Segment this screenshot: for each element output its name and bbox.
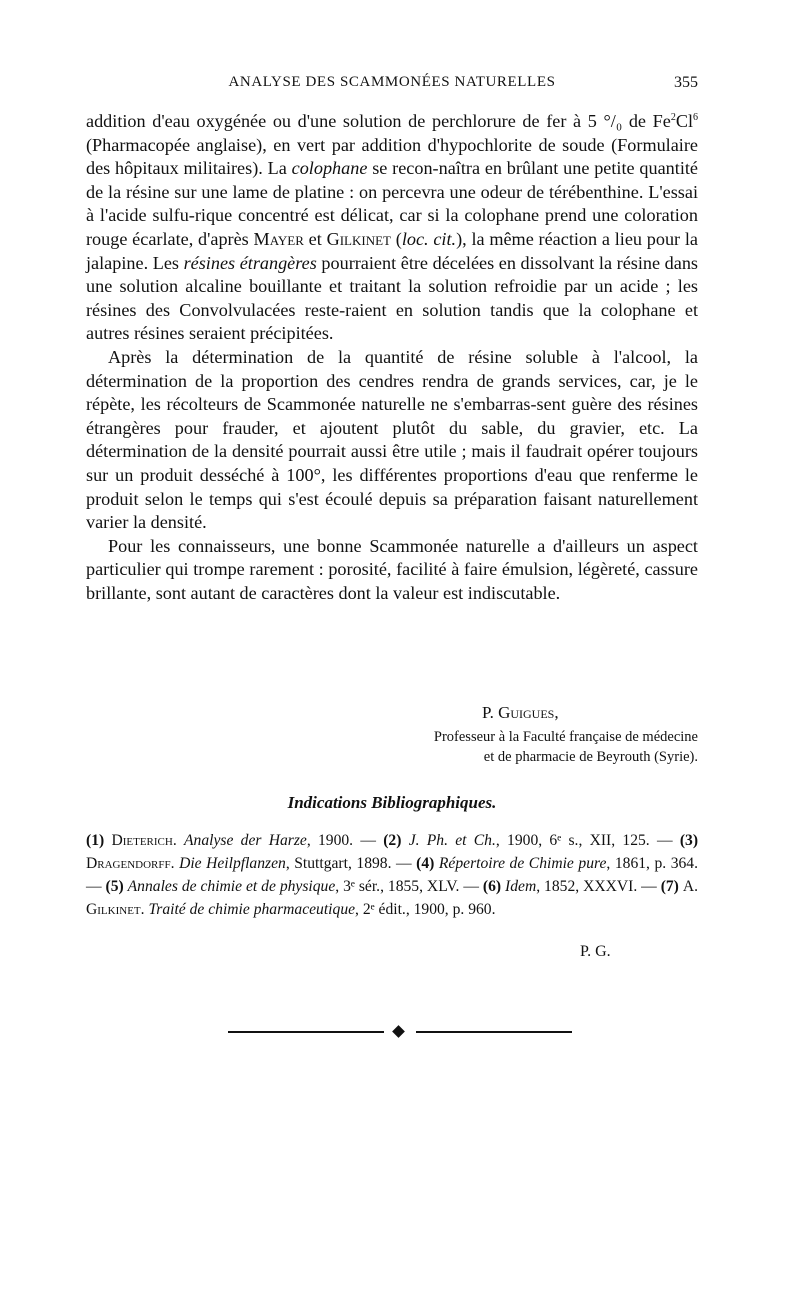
- separator-diamond-icon: [392, 1025, 405, 1038]
- ref-number: (6): [482, 878, 502, 895]
- text-run: et: [303, 228, 327, 249]
- affiliation-line: Professeur à la Faculté française de médecine: [433, 729, 698, 745]
- closing-initials: P. G.: [580, 943, 611, 960]
- text-run: (Pharmacopée anglaise), en vert par addition d'hypochlorite de soude (Formulaire des hôpitaux militaires). La: [86, 134, 698, 179]
- ref-author: Dragendorff.: [86, 855, 175, 872]
- signature-punct: ,: [554, 703, 559, 722]
- ref-number: (4): [416, 855, 435, 872]
- text-run: pourraient être décelées en dissolvant la résine dans une solution alcaline bouillante et traitant la solution refroidie par un acide ; les résines des Convolvulacées reste-raient en solution tandis que la colophane et autres résines seraient précipitées.: [86, 252, 698, 344]
- author-name: Mayer: [253, 228, 304, 249]
- bibliography-heading: Indications Bibliographiques.: [287, 793, 497, 812]
- signature-initial: P.: [482, 703, 499, 722]
- page-number: 355: [674, 74, 698, 91]
- author-name: Gilkinet: [326, 228, 391, 249]
- ref-number: (7): [660, 878, 679, 895]
- bibliography-ref: [106, 878, 483, 895]
- ref-number: (5): [105, 878, 124, 895]
- ref-author: A. Gilkinet.: [86, 878, 698, 918]
- text-run: ), la même réaction a lieu pour la jalapine. Les: [86, 228, 698, 273]
- ref-details: , 1900, 6ᵉ s., XII, 125. —: [495, 832, 680, 849]
- ref-title: Die Heilpflanzen: [179, 855, 286, 872]
- ref-details: , 3ᵉ sér., 1855, XLV. —: [335, 878, 483, 895]
- ref-title: Annales de chimie et de physique: [127, 878, 336, 895]
- article-body: [86, 110, 698, 605]
- paragraph-1: [86, 110, 698, 346]
- affiliation-line: et de pharmacie de Beyrouth (Syrie).: [483, 749, 698, 765]
- italic-term: colophane: [291, 158, 368, 179]
- ref-title: Répertoire de Chimie pure: [438, 855, 607, 872]
- ref-title: Idem: [505, 878, 537, 895]
- text-run: se recon-naîtra en brûlant une petite quantité de la résine sur une lame de platine : on percevra une odeur de térébenthine. L'essai à l'acide sulfu-rique concentré est délicat, car si la colophane prend une coloration rouge écarlate, d'après: [86, 158, 698, 249]
- ref-title: Analyse der Harze: [184, 832, 307, 849]
- text-run: (: [390, 228, 402, 249]
- text-run: addition d'eau oxygénée ou d'une solution de perchlorure de fer à 5 °/₀ de Fe: [86, 111, 671, 131]
- ref-number: (2): [383, 832, 402, 849]
- ref-number: (3): [679, 832, 699, 849]
- running-title: ANALYSE DES SCAMMONÉES NATURELLES: [228, 74, 556, 90]
- superscript: 2: [670, 111, 676, 123]
- separator-rule-right: [416, 1031, 572, 1033]
- separator-rule-left: [228, 1031, 384, 1033]
- paragraph-2: Après la détermination de la quantité de résine soluble à l'alcool, la détermination de la proportion des cendres rendra de grands services, car, je le répète, les récolteurs de Scammonée naturelle ne s'embarras-sent guère des résines étrangères pour frauder, et ajoutent plutôt du sable, du gravier, etc. La détermination de la densité pourrait aussi être utile ; mais il faudrait opérer toujours sur un produit desséché à 100°, les différentes proportions d'eau que renferme le produit selon le temps qui s'est écoulé depuis sa préparation faisant naturellement varier la densité.: [86, 346, 698, 533]
- ref-details: , 1852, XXXVI. —: [536, 878, 661, 895]
- ref-details: , Stuttgart, 1898. —: [285, 855, 417, 872]
- bibliography-ref: [483, 878, 661, 895]
- ref-title: J. Ph. et Ch.: [408, 832, 496, 849]
- ref-author: Dieterich.: [111, 832, 177, 849]
- ref-details: , 1900. —: [306, 832, 384, 849]
- ref-title: Traité de chimie pharmaceutique: [148, 901, 356, 918]
- ref-number: (1): [86, 832, 105, 849]
- section-separator: [228, 1026, 572, 1038]
- bibliography-ref: [383, 832, 680, 849]
- author-signature: [482, 703, 559, 723]
- italic-term: résines étrangères: [183, 252, 317, 273]
- signature-name: Guigues: [498, 703, 555, 722]
- italic-term: loc. cit.: [401, 228, 457, 249]
- ref-details: , 2ᵉ édit., 1900, p. 960.: [355, 901, 496, 918]
- paragraph-3: Pour les connaisseurs, une bonne Scammonée naturelle a d'ailleurs un aspect particulier qui trompe rarement : porosité, facilité à faire émulsion, légèreté, cassure brillante, sont autant de caractères dont la valeur est indiscutable.: [86, 535, 698, 603]
- ref-details: , 1861, p. 364. —: [86, 855, 698, 895]
- text-run: Cl: [675, 111, 693, 131]
- superscript: 6: [693, 111, 698, 123]
- bibliography-ref: [86, 832, 383, 849]
- running-head: [86, 74, 698, 98]
- bibliography-list: [86, 829, 698, 921]
- author-affiliation: [300, 727, 698, 767]
